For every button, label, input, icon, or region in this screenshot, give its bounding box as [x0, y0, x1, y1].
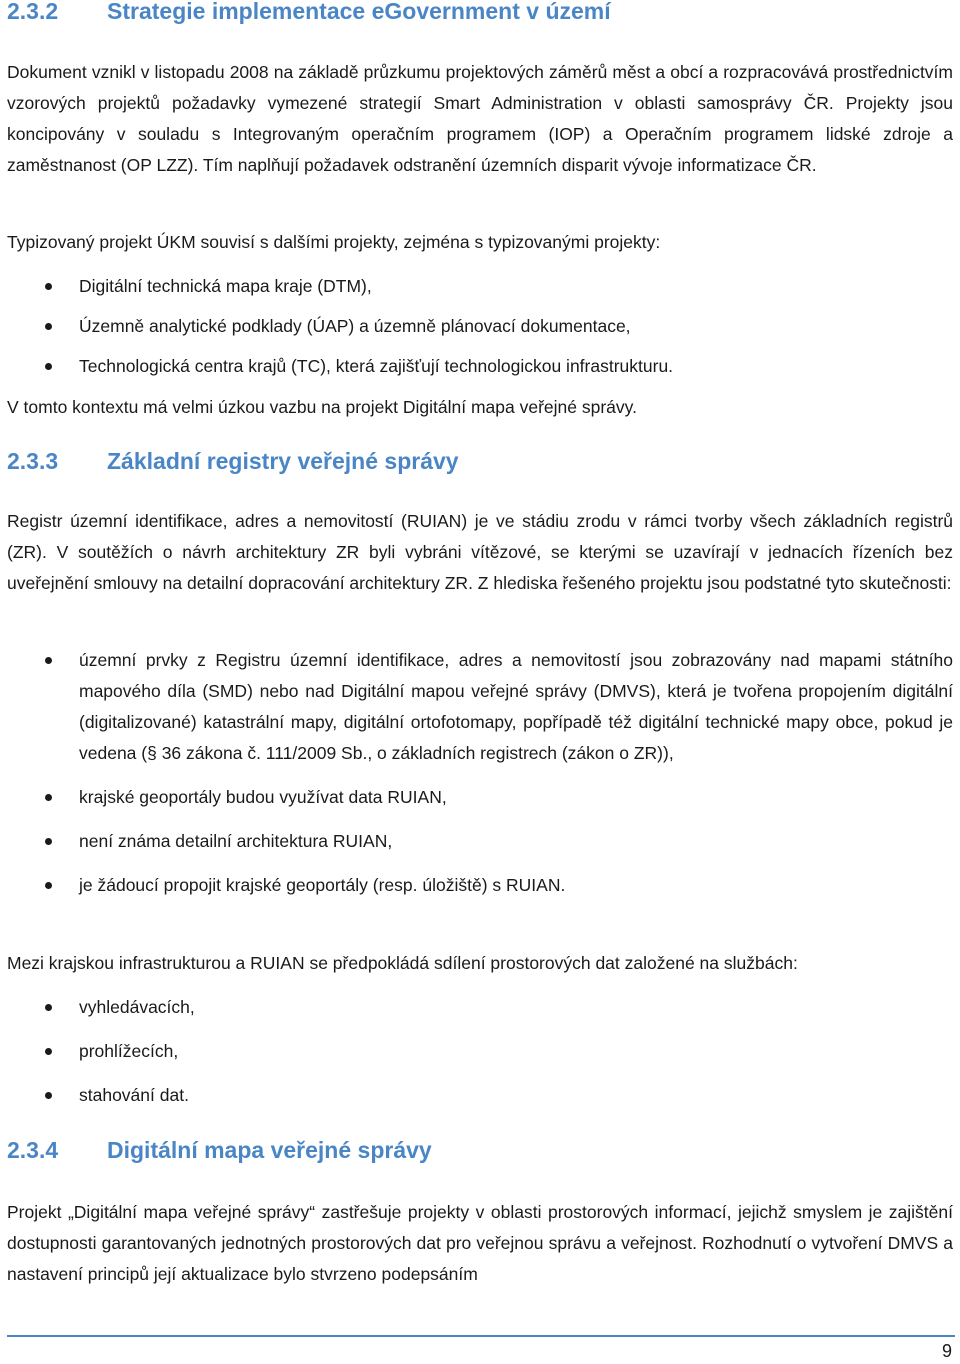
- bullet-list: [7, 271, 953, 391]
- paragraph: Mezi krajskou infrastrukturou a RUIAN se předpokládá sdílení prostorových dat založené na službách:: [7, 953, 798, 973]
- bullet-icon: [45, 323, 52, 330]
- bullet-icon: [45, 794, 52, 801]
- bullet-icon: [45, 838, 52, 845]
- list-item: krajské geoportály budou využívat data RUIAN,: [7, 782, 953, 813]
- section-number: 2.3.2: [7, 0, 59, 24]
- paragraph: Registr územní identifikace, adres a nemovitostí (RUIAN) je ve stádiu zrodu v rámci tvorby všech základních registrů (ZR). V soutěžích o návrh architektury ZR byli vybráni vítězové, se kterými se uzavírají v jednacích řízeních bez uveřejnění smlouvy na detailní dopracování architektury ZR. Z hlediska řešeného projektu jsou podstatné tyto skutečnosti:: [7, 511, 953, 593]
- list-item: Digitální technická mapa kraje (DTM),: [7, 271, 953, 302]
- list-item: územní prvky z Registru územní identifikace, adres a nemovitostí jsou zobrazovány nad mapami státního mapového díla (SMD) nebo nad Digitální mapou veřejné správy (DMVS), která je tvořena propojením digitální (digitalizované) katastrální mapy, digitální ortofotomapy, popřípadě též digitální technické mapy obce, pokud je vedena (§ 36 zákona č. 111/2009 Sb., o základních registrech (zákon o ZR)),: [7, 645, 953, 769]
- bullet-icon: [45, 1092, 52, 1099]
- bullet-icon: [45, 1048, 52, 1055]
- bullet-list: [7, 992, 953, 1124]
- paragraph: Dokument vznikl v listopadu 2008 na základě průzkumu projektových záměrů měst a obcí a rozpracovává prostřednictvím vzorových projektů požadavky vymezené strategií Smart Administration v oblasti samosprávy ČR. Projekty jsou koncipovány v souladu s Integrovaným operačním programem (IOP) a Operačním programem lidské zdroje a zaměstnanost (OP LZZ). Tím naplňují požadavek odstranění územních disparit vývoje informatizace ČR.: [7, 62, 953, 175]
- page-number: 9: [941, 1341, 952, 1361]
- section-number: 2.3.3: [7, 448, 59, 474]
- section-title: Základní registry veřejné správy: [107, 448, 459, 474]
- paragraph: Projekt „Digitální mapa veřejné správy“ zastřešuje projekty v oblasti prostorových informací, jejichž smyslem je zajištění dostupnosti garantovaných jednotných prostorových dat pro veřejnou správu a veřejnost. Rozhodnutí o vytvoření DMVS a nastavení principů její aktualizace bylo stvrzeno podepsáním: [7, 1202, 953, 1284]
- list-item: je žádoucí propojit krajské geoportály (resp. úložiště) s RUIAN.: [7, 870, 953, 901]
- section-heading-2-3-2: [7, 0, 611, 25]
- list-item: vyhledávacích,: [7, 992, 953, 1023]
- list-item: stahování dat.: [7, 1080, 953, 1111]
- section-heading-2-3-4: [7, 1137, 432, 1164]
- paragraph: Typizovaný projekt ÚKM souvisí s dalšími projekty, zejména s typizovanými projekty:: [7, 232, 661, 252]
- section-heading-2-3-3: [7, 448, 459, 475]
- paragraph: V tomto kontextu má velmi úzkou vazbu na projekt Digitální mapa veřejné správy.: [7, 397, 637, 417]
- section-title: Strategie implementace eGovernment v území: [107, 0, 611, 24]
- section-number: 2.3.4: [7, 1137, 59, 1163]
- bullet-icon: [45, 1004, 52, 1011]
- bullet-icon: [45, 363, 52, 370]
- bullet-icon: [45, 882, 52, 889]
- list-item: Územně analytické podklady (ÚAP) a územně plánovací dokumentace,: [7, 311, 953, 342]
- bullet-icon: [45, 283, 52, 290]
- list-item: Technologická centra krajů (TC), která zajišťují technologickou infrastrukturu.: [7, 351, 953, 382]
- bullet-icon: [45, 657, 52, 664]
- footer-divider: [7, 1335, 955, 1337]
- bullet-list: [7, 645, 953, 914]
- list-item: prohlížecích,: [7, 1036, 953, 1067]
- section-title: Digitální mapa veřejné správy: [107, 1137, 432, 1163]
- list-item: není známa detailní architektura RUIAN,: [7, 826, 953, 857]
